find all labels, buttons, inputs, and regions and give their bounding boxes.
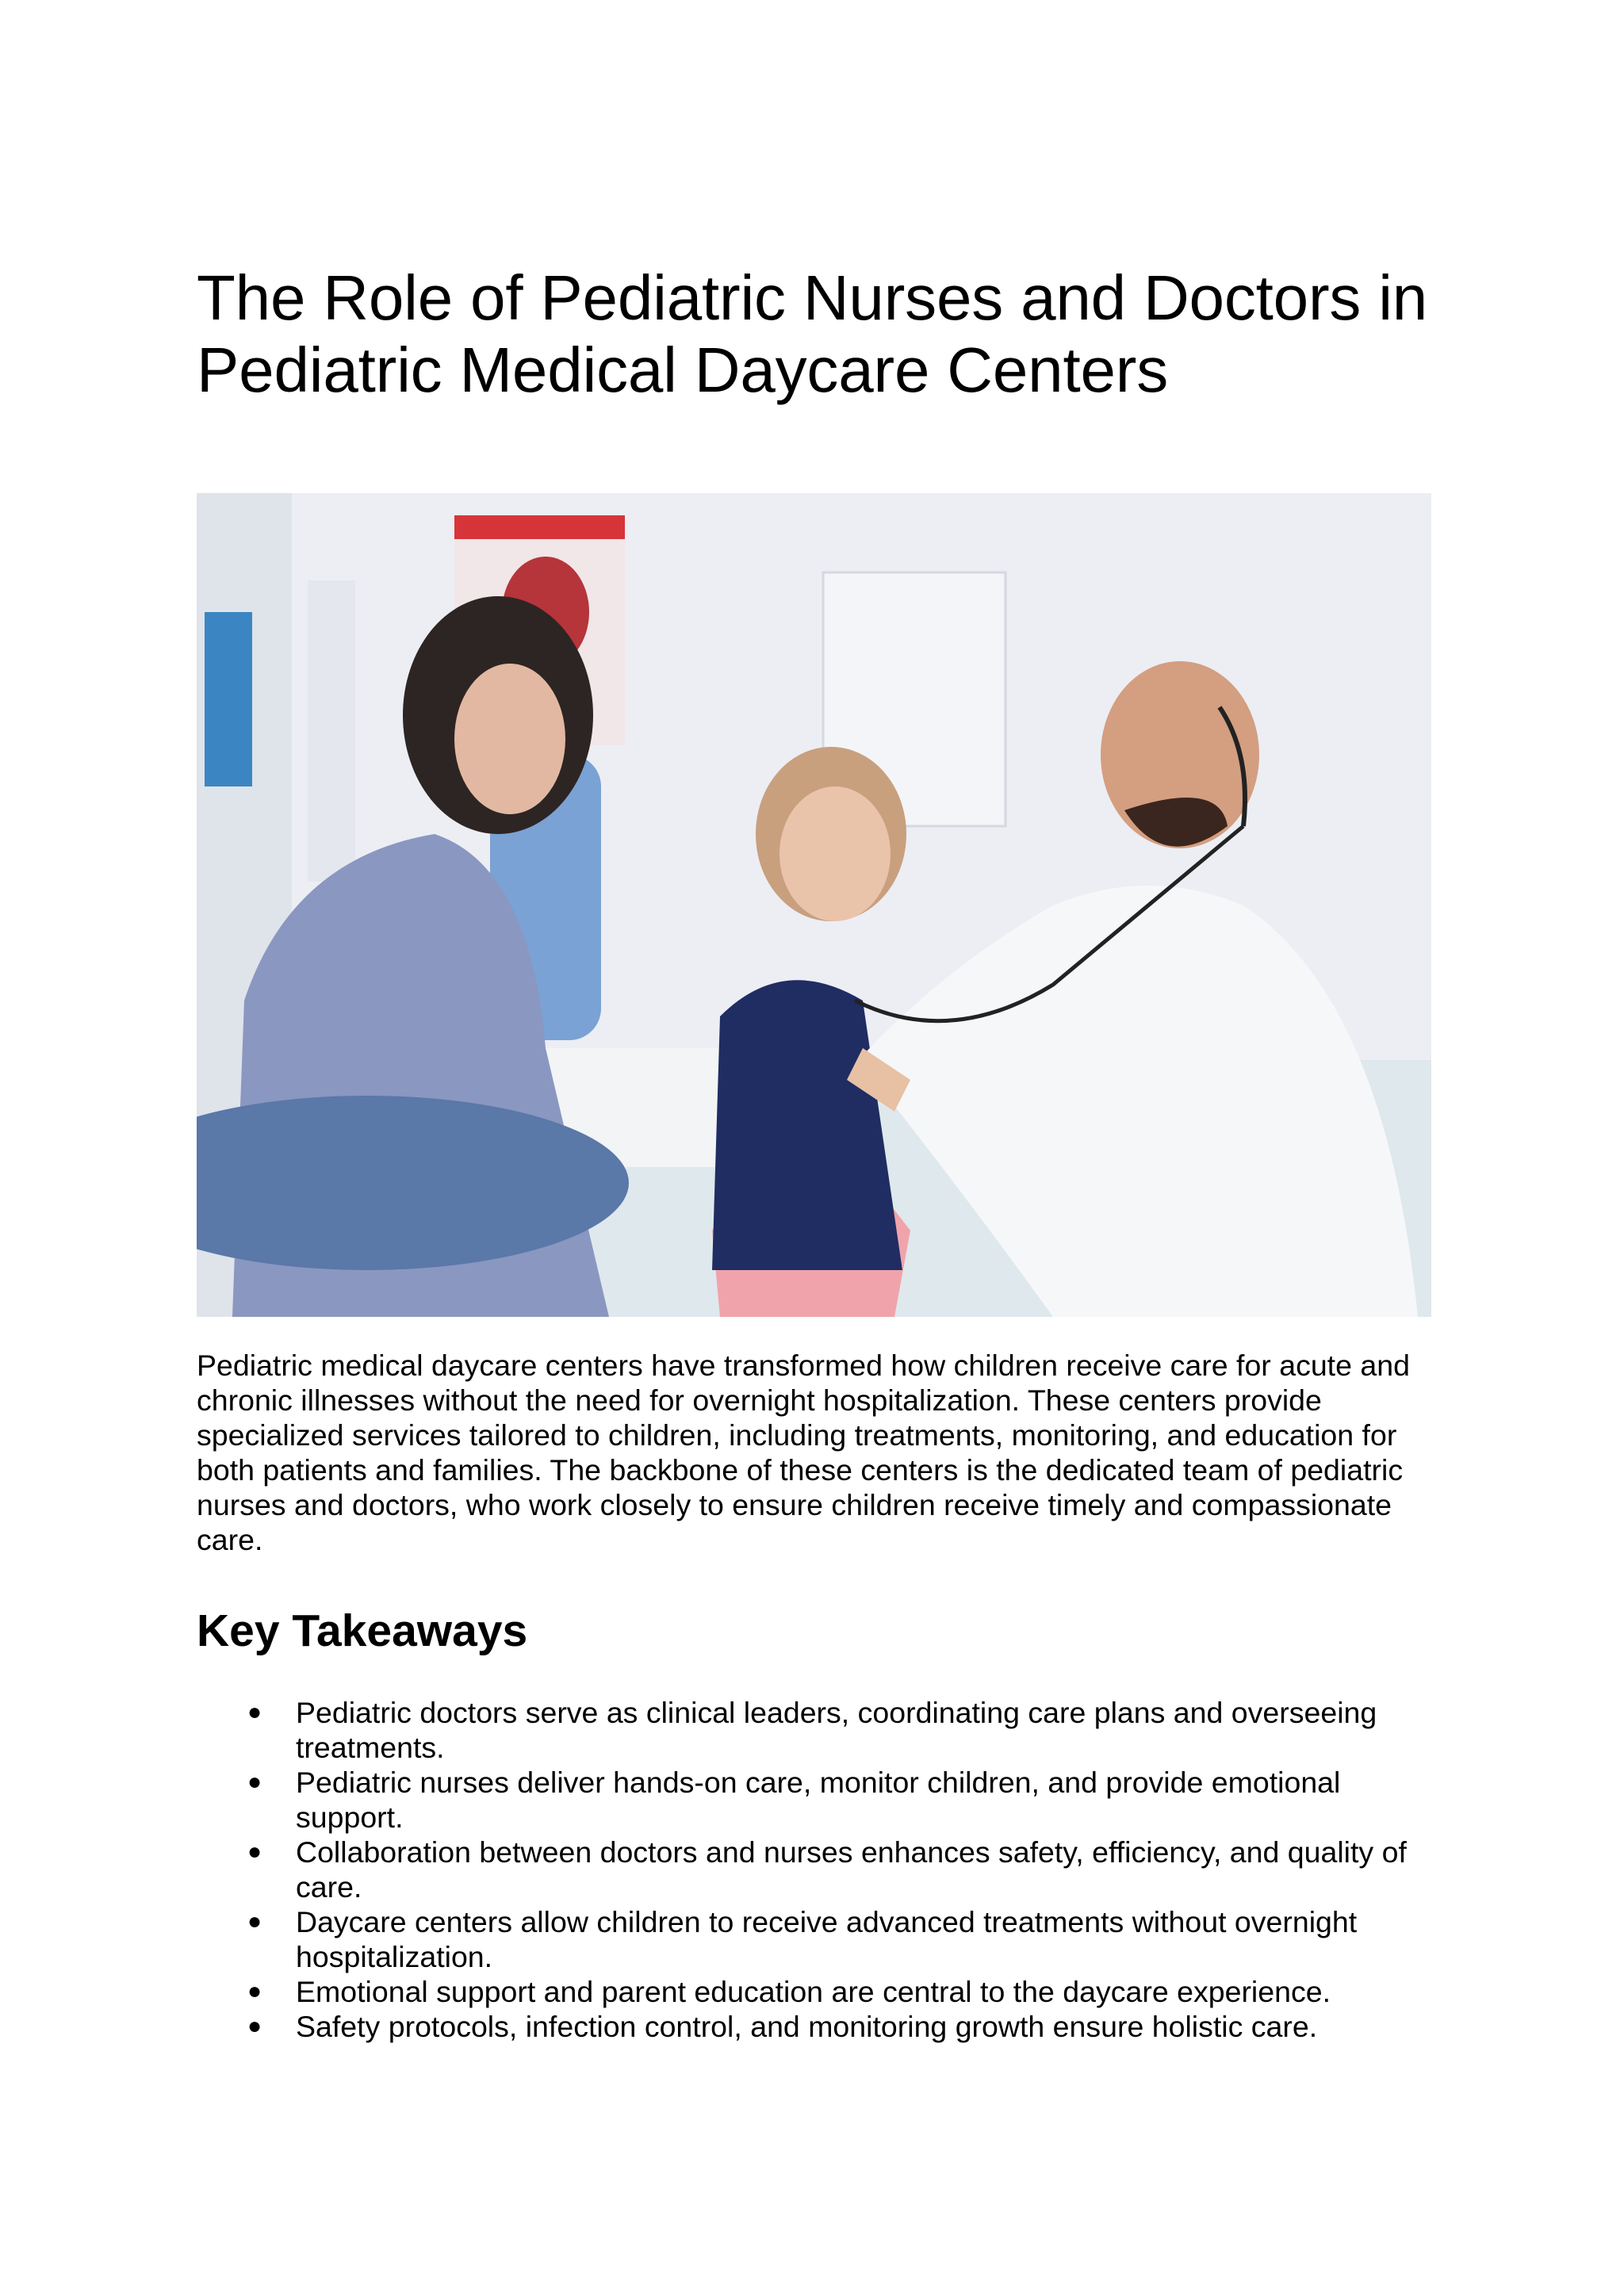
list-item: [197, 1835, 1442, 1904]
bullet-icon: ●: [247, 1839, 262, 1865]
intro-paragraph: Pediatric medical daycare centers have transformed how children receive care for acute and chronic illnesses without the need for overnight hospitalization. These centers provide specialized services tailored to children, including treatments, monitoring, and education for both patients and families. The backbone of these centers is the dedicated team of pediatric nurses and doctors, who work closely to ensure children receive timely and compassionate care.: [197, 1349, 1410, 1556]
list-item-text: Daycare centers allow children to receive advanced treatments without overnight hospitalization.: [296, 1905, 1358, 1973]
page-title: The Role of Pediatric Nurses and Doctors in Pediatric Medical Daycare Centers: [197, 262, 1428, 405]
bullet-icon: ●: [247, 1978, 262, 2004]
hero-photo: [197, 493, 1431, 1317]
list-item: [197, 1695, 1442, 1765]
list-item-text: Safety protocols, infection control, and monitoring growth ensure holistic care.: [296, 2010, 1318, 2043]
list-item: [197, 1765, 1442, 1835]
bullet-icon: ●: [247, 2013, 262, 2039]
photo-doctor-examining-child-icon: [197, 493, 1431, 1317]
bullet-icon: ●: [247, 1699, 262, 1725]
list-item-text: Collaboration between doctors and nurses enhances safety, efficiency, and quality of care.: [296, 1835, 1407, 1904]
list-item: [197, 1904, 1442, 1974]
list-item: [197, 2009, 1442, 2044]
key-takeaways-list: [197, 1695, 1442, 2044]
list-item-text: Pediatric doctors serve as clinical leaders, coordinating care plans and overseeing treatments.: [296, 1696, 1377, 1764]
bullet-icon: ●: [247, 1769, 262, 1795]
key-takeaways-heading: Key Takeaways: [197, 1605, 528, 1656]
bullet-icon: ●: [247, 1908, 262, 1934]
list-item-text: Pediatric nurses deliver hands-on care, monitor children, and provide emotional support.: [296, 1766, 1341, 1834]
list-item: [197, 1974, 1442, 2009]
list-item-text: Emotional support and parent education are central to the daycare experience.: [296, 1975, 1331, 2008]
